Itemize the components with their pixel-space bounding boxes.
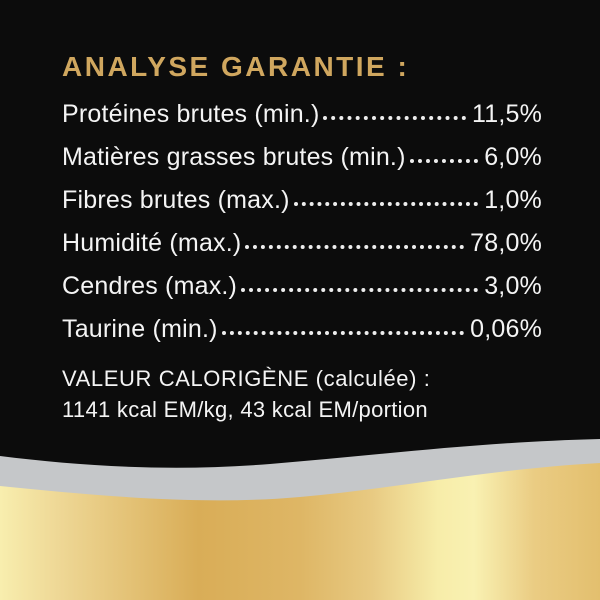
nutrient-row-humidite <box>62 213 542 256</box>
nutrient-value: 0,06% <box>470 314 542 343</box>
nutrient-value: 6,0% <box>484 142 542 171</box>
nutrient-value: 11,5% <box>471 99 542 128</box>
nutrient-label: Humidité (max.) <box>62 228 242 257</box>
dot-leader <box>241 288 478 292</box>
nutrient-row-proteines <box>62 84 542 127</box>
nutrient-row-taurine <box>62 299 542 342</box>
nutrient-value: 1,0% <box>484 185 542 214</box>
nutrient-label: Matières grasses brutes (min.) <box>62 142 406 171</box>
dot-leader <box>294 202 479 206</box>
nutrient-label: Taurine (min.) <box>62 314 218 343</box>
analyse-garantie-title: ANALYSE GARANTIE : <box>62 51 410 82</box>
dot-leader <box>245 245 464 249</box>
nutrient-label: Protéines brutes (min.) <box>62 99 320 128</box>
nutrient-label: Fibres brutes (max.) <box>62 185 290 214</box>
nutrient-label: Cendres (max.) <box>62 271 238 300</box>
nutrient-table <box>62 84 542 342</box>
bottom-wave-decoration <box>0 435 600 600</box>
calorie-value: 1141 kcal EM/kg, 43 kcal EM/portion <box>62 397 428 422</box>
dot-leader <box>410 159 479 163</box>
dot-leader <box>323 116 466 120</box>
nutrient-row-fibres <box>62 170 542 213</box>
nutrient-value: 3,0% <box>484 271 542 300</box>
nutrient-row-matieres-grasses <box>62 127 542 170</box>
calorie-heading: VALEUR CALORIGÈNE (calculée) : <box>62 366 431 391</box>
dot-leader <box>222 331 464 335</box>
nutrient-row-cendres <box>62 256 542 299</box>
guaranteed-analysis-section <box>62 50 542 423</box>
nutrient-value: 78,0% <box>470 228 542 257</box>
